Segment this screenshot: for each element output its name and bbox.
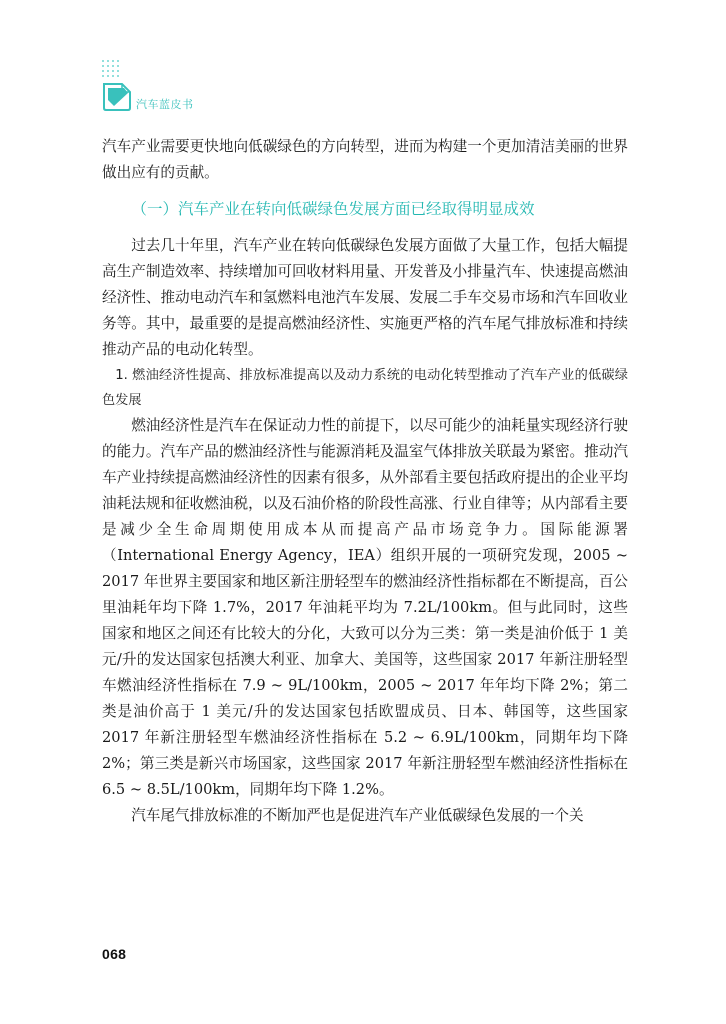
paragraph: 汽车尾气排放标准的不断加严也是促进汽车产业低碳绿色发展的一个关 (131, 807, 584, 824)
paragraph: 燃油经济性是汽车在保证动力性的前提下，以尽可能少的油耗量实现经济行驶的能力。汽车产品的燃油经济性与能源消耗及温室气体排放关联最为紧密。推动汽车产业持续提高燃油经济性的因素有很多，从外部看主要包括政府提出的企业平均油耗法规和征收燃油税，以及石油价格的阶段性高涨、行业自律等；从内部看主要是减少全生命周期使用成本从而提高产品市场竞争力。国际能源署（International Energy Agency，IEA）组织开展的一项研究发现，2005 ~ 2017 年世界主要国家和地区新注册轻型车的燃油经济性指标都在不断提高，百公里油耗年均下降 1.7%，2017 年油耗平均为 7.2L/100km。但与此同时，这些国家和地区之间还有比较大的分化，大致可以分为三类：第一类是油价低于 1 美元/升的发达国家包括澳大利亚、加拿大、美国等，这些国家 2017 年新注册轻型车燃油经济性指标在 7.9 ~ 9L/100km，2005 ~ 2017 年年均下降 2%；第二类是油价高于 1 美元/升的发达国家包括欧盟成员、日本、韩国等，这些国家 2017 年新注册轻型车燃油经济性指标在 5.2 ~ 6.9L/100km，同期年均下降 2%；第三类是新兴市场国家，这些国家 2017 年新注册轻型车燃油经济性指标在 6.5 ~ 8.5L/100km，同期年均下降 1.2%。 (102, 417, 628, 798)
paragraph: 汽车产业需要更快地向低碳绿色的方向转型，进而为构建一个更加清洁美丽的世界做出应有的贡献。 (102, 138, 628, 181)
page-number: 068 (102, 946, 127, 962)
page-content (102, 134, 628, 829)
paragraph: 过去几十年里，汽车产业在转向低碳绿色发展方面做了大量工作，包括大幅提高生产制造效率、持续增加可回收材料用量、开发普及小排量汽车、快速提高燃油经济性、推动电动汽车和氢燃料电池汽车发展、发展二手车交易市场和汽车回收业务等。其中，最重要的是提高燃油经济性、实施更严格的汽车尾气排放标准和持续推动产品的电动化转型。 (102, 237, 628, 358)
book-corner-icon (102, 80, 132, 112)
header-logo (102, 60, 222, 120)
section-heading: （一）汽车产业在转向低碳绿色发展方面已经取得明显成效 (131, 200, 535, 218)
book-title: 汽车蓝皮书 (136, 98, 194, 111)
subsection-heading: 1. 燃油经济性提高、排放标准提高以及动力系统的电动化转型推动了汽车产业的低碳绿色发展 (102, 368, 628, 408)
dot-pattern (102, 60, 128, 82)
